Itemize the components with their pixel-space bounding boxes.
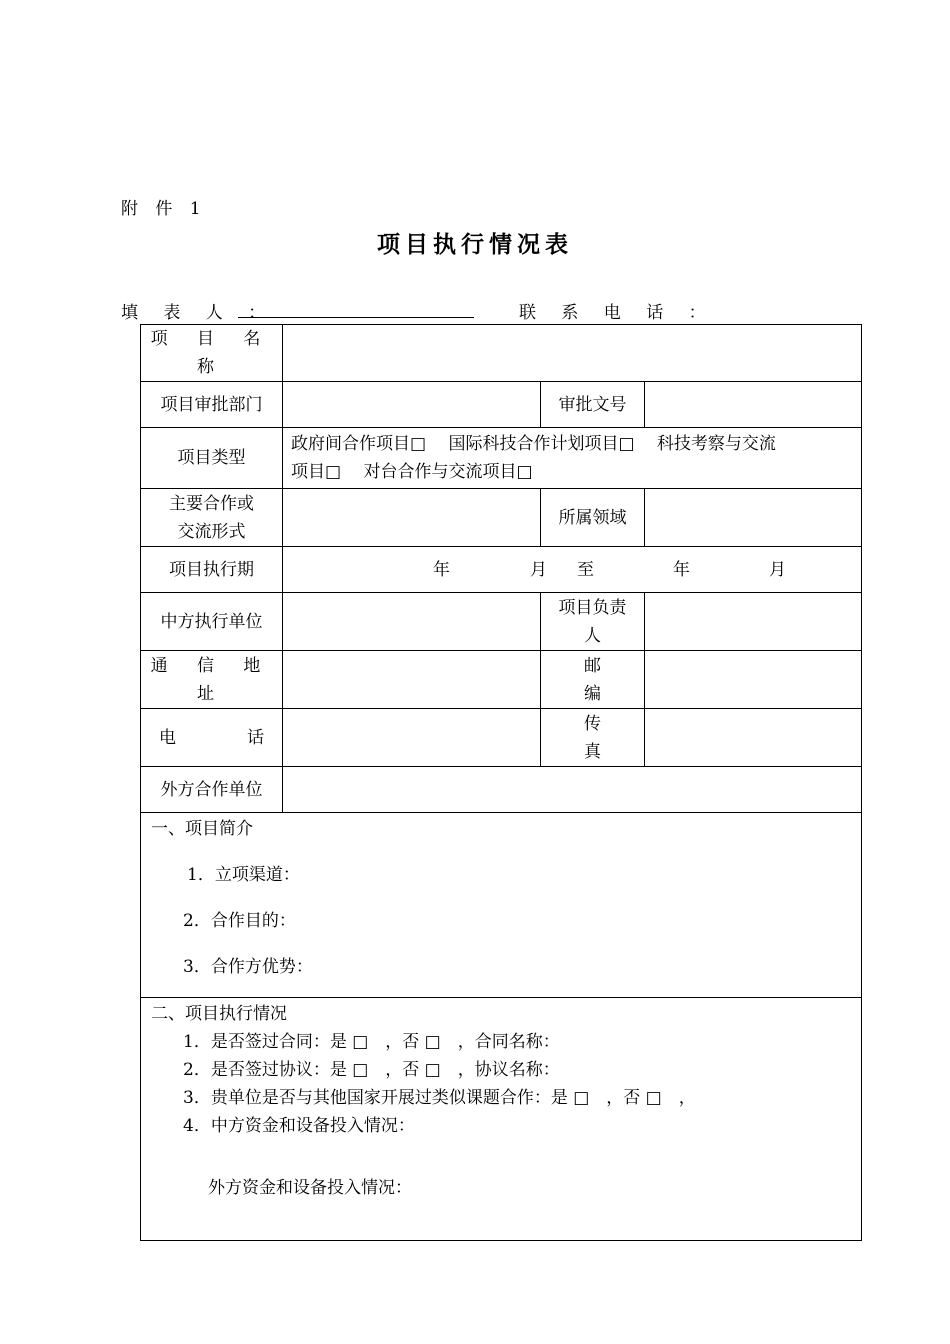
zip-label-line2: 编 [584, 683, 601, 704]
execution-title: 二、项目执行情况 [151, 1004, 287, 1024]
leader-field[interactable] [645, 593, 862, 651]
period-year2: 年 [673, 559, 690, 580]
intro-item1: 1．立项渠道： [187, 865, 300, 885]
coop-form-label-line1: 主要合作或 [169, 493, 254, 514]
project-type-options[interactable] [283, 428, 862, 489]
intro-item3: 3．合作方优势： [183, 957, 313, 977]
period-month1: 月 [530, 559, 547, 580]
coop-form-label-line2: 交流形式 [177, 521, 246, 542]
field-label: 所属领域 [541, 489, 645, 547]
tel-field[interactable] [283, 709, 541, 767]
period-month2: 月 [769, 559, 786, 580]
project-type-label: 项目类型 [141, 428, 283, 489]
execution-item1: 1．是否签过合同：是 □ ，否 □ ，合同名称： [183, 1032, 560, 1052]
execution-item2: 2．是否签过协议：是 □ ，否 □ ，协议名称： [183, 1060, 560, 1080]
cn-unit-label: 中方执行单位 [141, 593, 283, 651]
intro-title: 一、项目简介 [151, 819, 253, 839]
coop-form-field[interactable] [283, 489, 541, 547]
zip-field[interactable] [645, 651, 862, 709]
fax-label [541, 709, 645, 767]
execution-item3: 3．贵单位是否与其他国家开展过类似课题合作：是 □ ，否 □ ， [183, 1088, 696, 1108]
foreign-unit-label: 外方合作单位 [141, 767, 283, 813]
zip-label [541, 651, 645, 709]
tel-label-a: 电 [159, 727, 176, 748]
project-type-options-line2: 项目□ 对台合作与交流项目□ [291, 462, 533, 482]
phone-label: 联 系 电 话 ： [519, 303, 716, 323]
attachment-label: 附 件 1 [121, 199, 207, 219]
leader-label-line1: 项目负责 [558, 597, 627, 618]
period-field[interactable] [283, 547, 862, 593]
project-type-options-line1: 政府间合作项目□ 国际科技合作计划项目□ 科技考察与交流 [291, 434, 776, 454]
zip-label-line1: 邮 [584, 655, 601, 676]
execution-item4: 4．中方资金和设备投入情况： [183, 1116, 415, 1136]
tel-label [141, 709, 283, 767]
period-year1: 年 [433, 559, 450, 580]
coop-form-label [141, 489, 283, 547]
intro-item2: 2．合作目的： [183, 911, 296, 931]
execution-item5: 外方资金和设备投入情况： [208, 1178, 412, 1198]
project-name-field[interactable] [283, 325, 862, 382]
project-form-table [140, 324, 862, 1241]
approval-dept-field[interactable] [283, 382, 541, 428]
address-field[interactable] [283, 651, 541, 709]
page-title: 项目执行情况表 [377, 232, 573, 258]
leader-label-line2: 人 [584, 625, 601, 646]
leader-label [541, 593, 645, 651]
intro-section[interactable] [141, 813, 862, 998]
execution-section[interactable] [141, 998, 862, 1241]
approval-dept-label: 项目审批部门 [141, 382, 283, 428]
address-label: 通 信 地 址 [141, 651, 283, 709]
cn-unit-field[interactable] [283, 593, 541, 651]
filler-label: 填 表 人 ： [121, 303, 276, 323]
approval-no-label: 审批文号 [541, 382, 645, 428]
approval-no-field[interactable] [645, 382, 862, 428]
fax-label-line2: 真 [584, 741, 601, 762]
fax-label-line1: 传 [584, 713, 601, 734]
period-label: 项目执行期 [141, 547, 283, 593]
tel-label-b: 话 [247, 727, 264, 748]
filler-input-line[interactable] [238, 317, 474, 318]
project-name-label: 项 目 名 称 [141, 325, 283, 382]
period-to: 至 [577, 559, 594, 580]
fax-field[interactable] [645, 709, 862, 767]
field-field[interactable] [645, 489, 862, 547]
foreign-unit-field[interactable] [283, 767, 862, 813]
